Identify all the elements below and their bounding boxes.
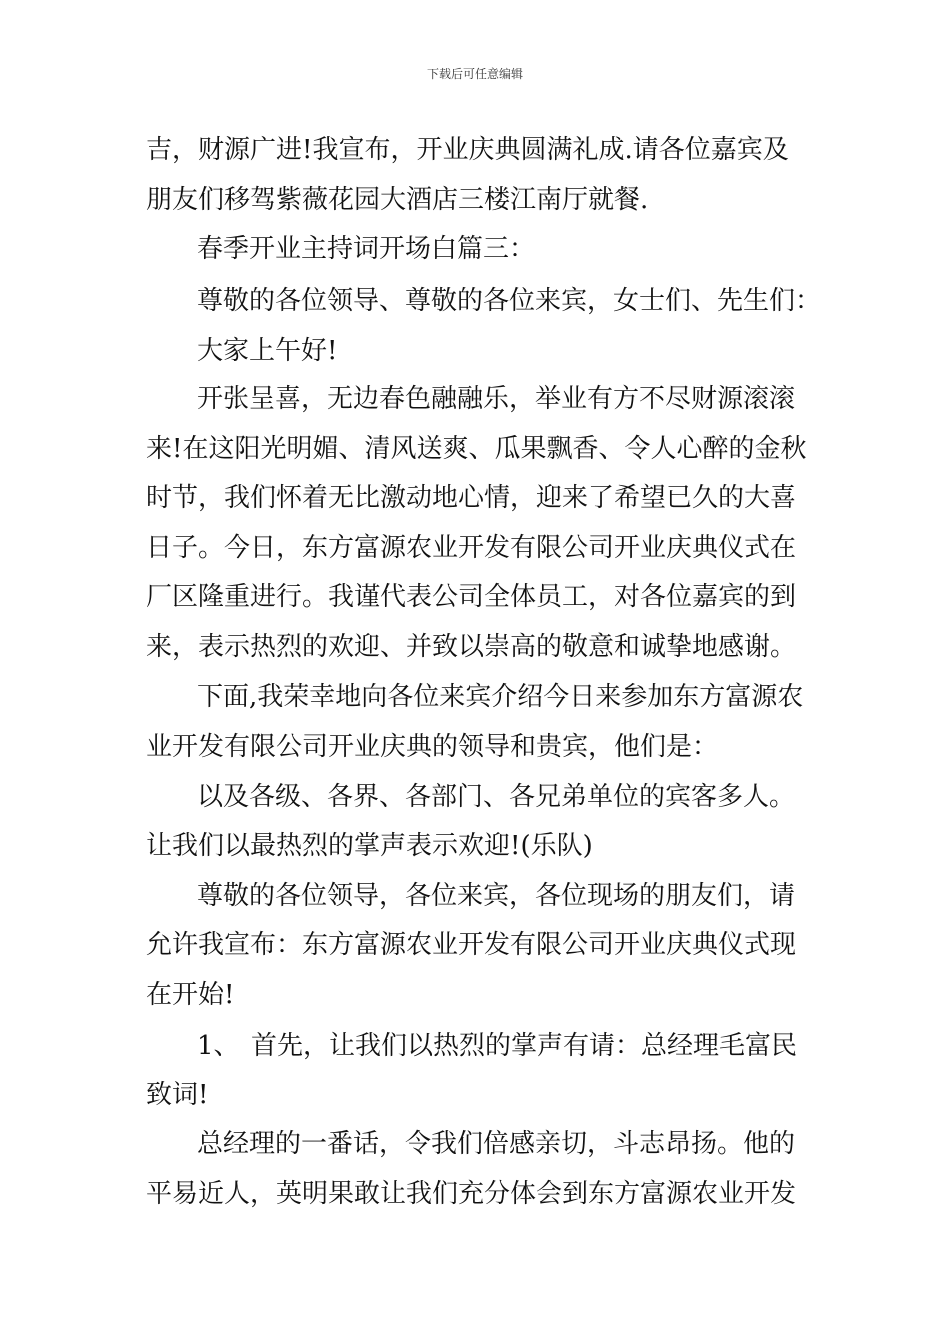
text-line: 朋友们移驾紫薇花园大酒店三楼江南厅就餐.: [146, 185, 649, 215]
text-line: 下面,我荣幸地向各位来宾介绍今日来参加东方富源农: [197, 682, 804, 712]
list-item: [197, 1030, 797, 1062]
text-line: 来!在这阳光明媚、清风送爽、瓜果飘香、令人心醉的金秋: [146, 434, 807, 464]
text-line: 日子。今日，东方富源农业开发有限公司开业庆典仪式在: [146, 533, 797, 563]
section-heading: 春季开业主持词开场白篇三：: [197, 234, 536, 264]
text-line: 在开始!: [146, 980, 235, 1010]
text-line: 时节，我们怀着无比激动地心情，迎来了希望已久的大喜: [146, 483, 797, 513]
text-line: 允许我宣布：东方富源农业开发有限公司开业庆典仪式现: [146, 930, 797, 960]
page-header: 下载后可任意编辑: [426, 67, 523, 81]
text-line: 吉，财源广进!我宣布，开业庆典圆满礼成.请各位嘉宾及: [146, 135, 789, 165]
text-line: 大家上午好!: [197, 336, 338, 366]
text-line: 开张呈喜，无边春色融融乐，举业有方不尽财源滚滚: [197, 384, 796, 414]
list-item-number: 1、: [197, 1031, 240, 1061]
text-line: 业开发有限公司开业庆典的领导和贵宾，他们是：: [146, 732, 719, 762]
text-line: 平易近人，英明果敢让我们充分体会到东方富源农业开发: [146, 1179, 797, 1209]
list-item-text: 首先，让我们以热烈的掌声有请：总经理毛富民: [251, 1031, 798, 1061]
text-line: 让我们以最热烈的掌声表示欢迎!(乐队): [146, 831, 593, 861]
text-line: 总经理的一番话，令我们倍感亲切，斗志昂扬。他的: [197, 1129, 796, 1159]
text-line: 来，表示热烈的欢迎、并致以崇高的敬意和诚挚地感谢。: [146, 632, 797, 662]
text-line: 致词!: [146, 1080, 209, 1110]
text-line: 尊敬的各位领导，各位来宾，各位现场的朋友们，请: [197, 881, 796, 911]
text-line: 厂区隆重进行。我谨代表公司全体员工，对各位嘉宾的到: [146, 582, 797, 612]
text-line: 以及各级、各界、各部门、各兄弟单位的宾客多人。: [197, 782, 796, 812]
text-line: 尊敬的各位领导、尊敬的各位来宾，女士们、先生们：: [197, 286, 822, 316]
